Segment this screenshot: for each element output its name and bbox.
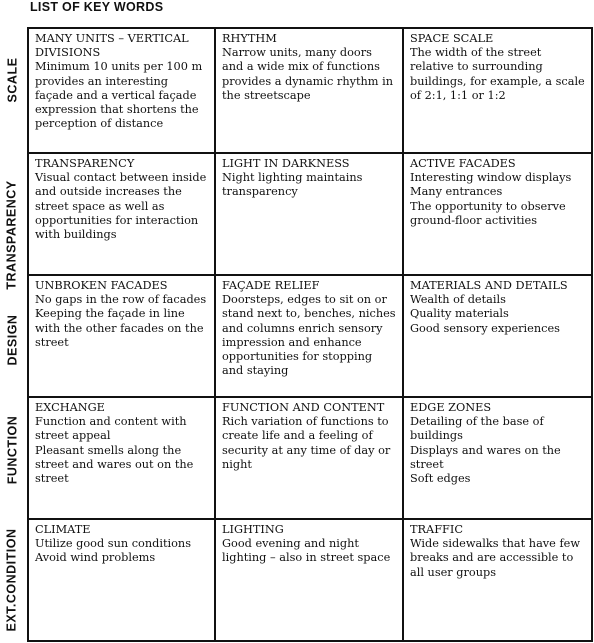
- cell-text: Good sensory experiences: [410, 321, 560, 335]
- cell-heading: RHYTHM: [222, 32, 277, 45]
- table-cell: [403, 275, 592, 397]
- row-label-scale: SCALE: [5, 57, 19, 103]
- table-cell: [28, 397, 215, 519]
- table-cell: [28, 519, 215, 641]
- cell-heading: TRANSPARENCY: [35, 157, 135, 170]
- cell-heading: EXCHANGE: [35, 401, 105, 414]
- table-cell: [215, 153, 403, 275]
- row-label-ext-condition: EXT.CONDITION: [5, 528, 20, 632]
- cell-text: The width of the street relative to surrounding buildings, for example, a scale of 2:1, 1:1 or 1:2: [410, 46, 585, 102]
- table-cell: [403, 28, 592, 153]
- table-row: [28, 397, 592, 519]
- page-title: LIST OF KEY WORDS: [30, 0, 164, 14]
- table-row: [28, 153, 592, 275]
- table-cell: [215, 275, 403, 397]
- cell-text: Quality materials: [410, 307, 509, 321]
- table-cell: [28, 275, 215, 397]
- cell-text: Narrow units, many doors and a wide mix of functions provides a dynamic rhythm in the streetscape: [222, 46, 393, 102]
- table-cell: [215, 397, 403, 519]
- cell-text: Avoid wind problems: [35, 551, 156, 565]
- cell-text: Night lighting maintains transparency: [222, 171, 363, 199]
- cell-text: The opportunity to observe ground-floor activities: [410, 199, 566, 227]
- table-cell: [28, 153, 215, 275]
- cell-text: Wide sidewalks that have few breaks and are accessible to all user groups: [410, 537, 580, 579]
- cell-text: Minimum 10 units per 100 m provides an interesting façade and a vertical façade expression that shortens the perception of distance: [35, 60, 203, 131]
- cell-heading: CLIMATE: [35, 523, 91, 536]
- cell-text: Wealth of details: [410, 293, 506, 307]
- cell-heading: MATERIALS AND DETAILS: [410, 279, 568, 292]
- table-row: [28, 28, 592, 153]
- cell-text: Doorsteps, edges to sit on or stand next to, benches, niches and columns enrich sensory impression and enhance opportunities for stopping and staying: [222, 293, 396, 378]
- table-row: [28, 519, 592, 641]
- cell-text: Utilize good sun conditions: [35, 537, 191, 551]
- table-row: [28, 275, 592, 397]
- table-cell: [403, 153, 592, 275]
- cell-text: Pleasant smells along the street and wares out on the street: [35, 443, 194, 486]
- cell-heading: SPACE SCALE: [410, 32, 494, 45]
- cell-heading: FAÇADE RELIEF: [222, 279, 320, 292]
- table-cell: [215, 28, 403, 153]
- cell-text: Soft edges: [410, 472, 471, 486]
- cell-text: Many entrances: [410, 185, 503, 199]
- cell-heading: FUNCTION AND CONTENT: [222, 401, 385, 414]
- table-cell: [215, 519, 403, 641]
- cell-text: Good evening and night lighting – also in street space: [222, 537, 391, 565]
- row-label-design: DESIGN: [5, 314, 19, 366]
- cell-heading: LIGHT IN DARKNESS: [222, 157, 350, 170]
- cell-text: Interesting window displays: [410, 171, 572, 185]
- cell-heading: LIGHTING: [222, 523, 284, 536]
- cell-heading: MANY UNITS – VERTICAL DIVISIONS: [35, 32, 189, 60]
- cell-heading: ACTIVE FACADES: [410, 157, 516, 170]
- key-words-table: [27, 27, 593, 642]
- cell-text: Detailing of the base of buildings: [410, 415, 544, 443]
- cell-heading: TRAFFIC: [410, 523, 463, 536]
- cell-text: Displays and wares on the street: [410, 443, 561, 471]
- cell-heading: UNBROKEN FACADES: [35, 279, 168, 292]
- table-cell: [403, 397, 592, 519]
- row-label-function: FUNCTION: [5, 415, 20, 485]
- cell-text: Keeping the façade in line with the other facades on the street: [35, 307, 204, 349]
- table-cell: [28, 28, 215, 153]
- cell-text: Function and content with street appeal: [35, 415, 187, 443]
- cell-text: Visual contact between inside and outside increases the street space as well as opportunities for interaction with buildings: [35, 171, 207, 242]
- row-label-transparency: TRANSPARENCY: [5, 180, 19, 290]
- cell-text: Rich variation of functions to create life and a feeling of security at any time of day or night: [222, 415, 391, 471]
- cell-heading: EDGE ZONES: [410, 401, 492, 414]
- table-cell: [403, 519, 592, 641]
- cell-text: No gaps in the row of facades: [35, 293, 207, 307]
